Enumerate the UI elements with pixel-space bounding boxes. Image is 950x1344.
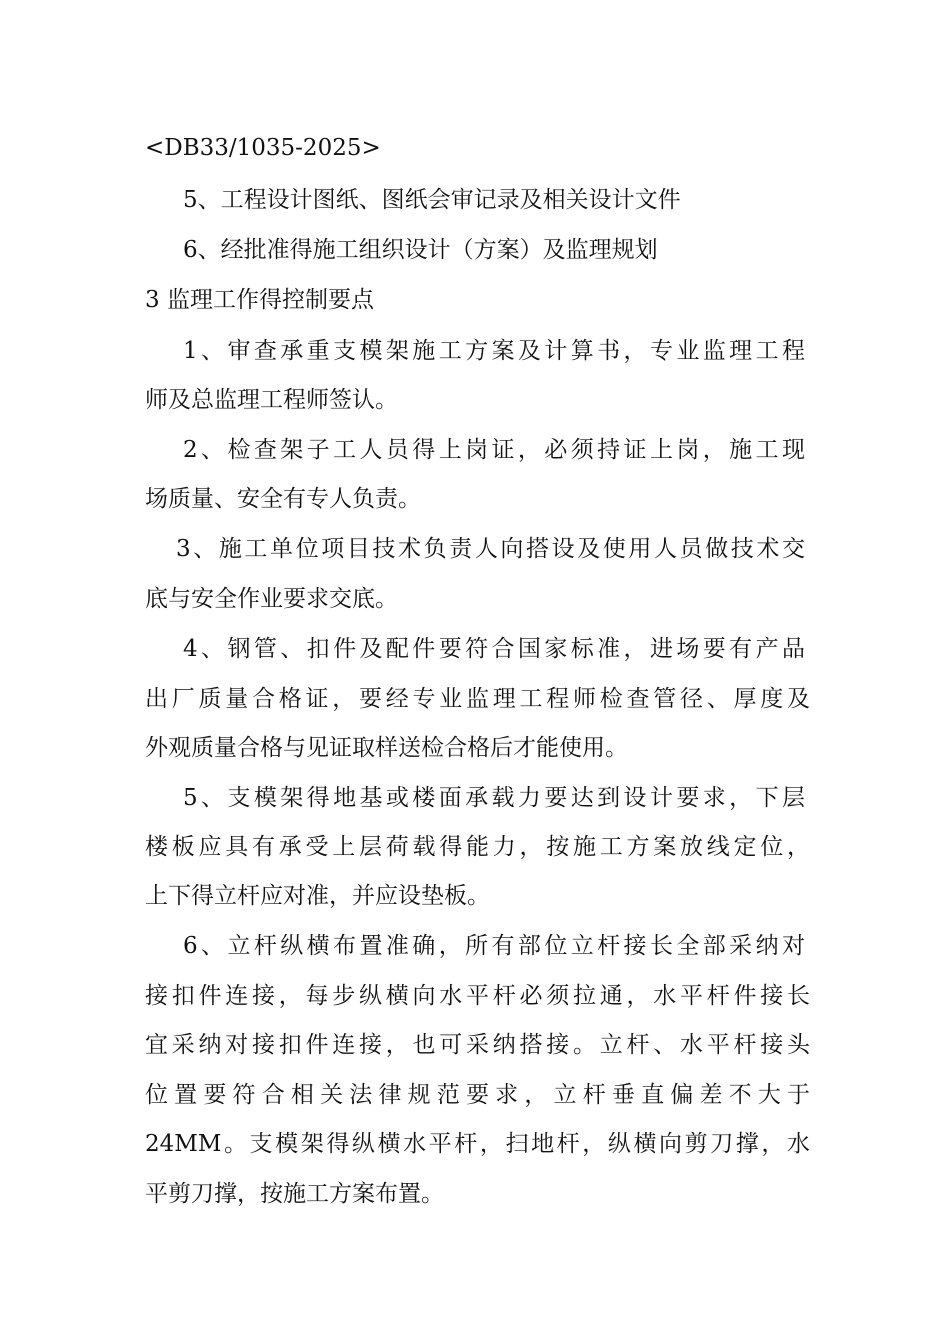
standard-reference: <DB33/1035-2025> — [145, 135, 381, 161]
paragraph-line: 1、审查承重支模架施工方案及计算书，专业监理工程 — [183, 338, 805, 364]
paragraph-line: 平剪刀撑，按施工方案布置。 — [145, 1181, 444, 1207]
paragraph-line: 场质量、安全有专人负责。 — [145, 486, 421, 512]
paragraph-line: 接扣件连接，每步纵横向水平杆必须拉通，水平杆件接长 — [145, 983, 810, 1009]
paragraph-line: 2、检查架子工人员得上岗证，必须持证上岗，施工现 — [183, 437, 805, 463]
list-item: 5、工程设计图纸、图纸会审记录及相关设计文件 — [183, 187, 681, 213]
section-heading: 3 监理工作得控制要点 — [145, 287, 374, 313]
paragraph-line: 5、支模架得地基或楼面承载力要达到设计要求，下层 — [183, 785, 805, 811]
paragraph-line: 上下得立杆应对准，并应设垫板。 — [145, 883, 490, 909]
paragraph-line: 4、钢管、扣件及配件要符合国家标准，进场要有产品 — [183, 636, 805, 662]
paragraph-line: 3、施工单位项目技术负责人向搭设及使用人员做技术交 — [176, 536, 805, 562]
paragraph-line: 楼板应具有承受上层荷载得能力，按施工方案放线定位， — [145, 834, 810, 860]
paragraph-line: 底与安全作业要求交底。 — [145, 586, 398, 612]
paragraph-line: 6、立杆纵横布置准确，所有部位立杆接长全部采纳对 — [183, 933, 805, 959]
paragraph-line: 位置要符合相关法律规范要求，立杆垂直偏差不大于 — [145, 1082, 810, 1108]
paragraph-line: 24MM。支模架得纵横水平杆，扫地杆，纵横向剪刀撑，水 — [145, 1131, 810, 1157]
paragraph-line: 宜采纳对接扣件连接，也可采纳搭接。立杆、水平杆接头 — [145, 1032, 810, 1058]
list-item: 6、经批准得施工组织设计（方案）及监理规划 — [183, 237, 658, 263]
paragraph-line: 出厂质量合格证，要经专业监理工程师检查管径、厚度及 — [145, 686, 810, 712]
paragraph-line: 外观质量合格与见证取样送检合格后才能使用。 — [145, 735, 628, 761]
paragraph-line: 师及总监理工程师签认。 — [145, 387, 398, 413]
